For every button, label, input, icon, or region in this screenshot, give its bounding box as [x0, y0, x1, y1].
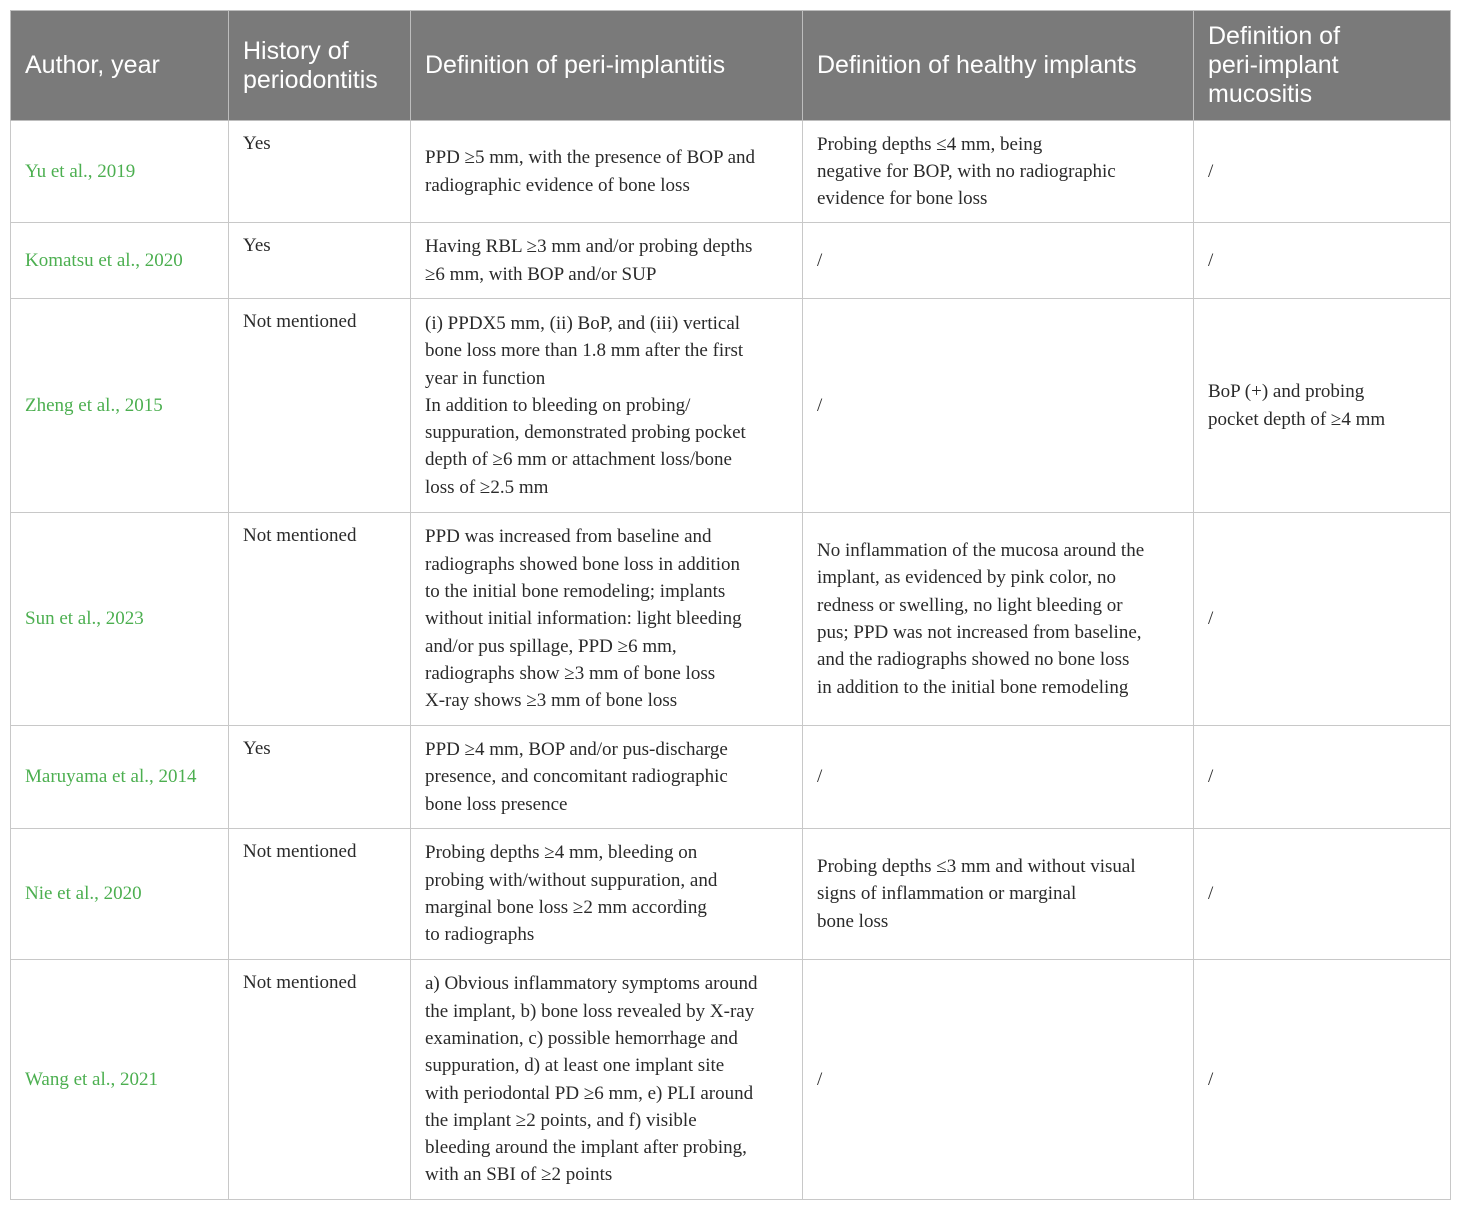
author-year-link[interactable]: Komatsu et al., 2020	[11, 223, 229, 299]
header-history-of-periodontitis	[229, 11, 411, 121]
cell-text-line: probing with/without suppuration, and	[425, 869, 718, 891]
cell-text-line: PPD ≥5 mm, with the presence of BOP and	[425, 147, 756, 169]
healthy-implants-definition-cell	[803, 299, 1194, 513]
cell-text-line: redness or swelling, no light bleeding or	[817, 594, 1123, 616]
cell-text-line: X-ray shows ≥3 mm of bone loss	[425, 690, 678, 712]
header-definition-peri-implantitis	[411, 11, 803, 121]
cell-text-line: depth of ≥6 mm or attachment loss/bone	[425, 449, 732, 471]
cell-text-line: In addition to bleeding on probing/	[425, 394, 691, 416]
table-row	[11, 726, 1451, 829]
cell-text-line: /	[817, 766, 823, 788]
cell-text-line: /	[1208, 249, 1214, 271]
cell-text-line: signs of inflammation or marginal	[817, 883, 1077, 905]
mucositis-definition-cell	[1194, 960, 1451, 1200]
cell-text-line: mucositis	[1208, 80, 1313, 108]
comparison-table	[10, 10, 1451, 1200]
cell-text-line: negative for BOP, with no radiographic	[817, 160, 1116, 182]
cell-text-line: PPD ≥4 mm, BOP and/or pus-discharge	[425, 739, 728, 761]
peri-implantitis-definition-cell	[411, 121, 803, 223]
author-year-link[interactable]: Nie et al., 2020	[11, 829, 229, 960]
history-of-periodontitis-cell: Yes	[229, 726, 411, 829]
cell-text-line: /	[1208, 766, 1214, 788]
cell-text-line: and the radiographs showed no bone loss	[817, 649, 1130, 671]
author-year-link[interactable]: Yu et al., 2019	[11, 121, 229, 223]
cell-text-line: (i) PPDX5 mm, (ii) BoP, and (iii) vertical	[425, 312, 741, 334]
mucositis-definition-cell	[1194, 121, 1451, 223]
healthy-implants-definition-cell	[803, 960, 1194, 1200]
cell-text-line: the implant ≥2 points, and f) visible	[425, 1109, 697, 1131]
cell-text-line: loss of ≥2.5 mm	[425, 476, 549, 498]
history-of-periodontitis-cell: Yes	[229, 121, 411, 223]
cell-text-line: ≥6 mm, with BOP and/or SUP	[425, 263, 657, 285]
cell-text-line: to radiographs	[425, 924, 535, 946]
mucositis-definition-cell	[1194, 223, 1451, 299]
peri-implantitis-definition-cell	[411, 223, 803, 299]
cell-text-line: Probing depths ≥4 mm, bleeding on	[425, 842, 698, 864]
cell-text-line: bone loss	[817, 910, 889, 932]
header-definition-healthy-implants	[803, 11, 1194, 121]
cell-text-line: Author, year	[25, 51, 160, 79]
cell-text-line: radiographic evidence of bone loss	[425, 174, 690, 196]
history-of-periodontitis-cell: Not mentioned	[229, 960, 411, 1200]
cell-text-line: bleeding around the implant after probing,	[425, 1137, 747, 1159]
table-row	[11, 121, 1451, 223]
table-header-row	[11, 11, 1451, 121]
cell-text-line: examination, c) possible hemorrhage and	[425, 1027, 738, 1049]
cell-text-line: Probing depths ≤4 mm, being	[817, 133, 1043, 155]
cell-text-line: with periodontal PD ≥6 mm, e) PLI around	[425, 1082, 754, 1104]
cell-text-line: /	[1208, 883, 1214, 905]
author-year-link[interactable]: Wang et al., 2021	[11, 960, 229, 1200]
table-row	[11, 223, 1451, 299]
author-year-link[interactable]: Zheng et al., 2015	[11, 299, 229, 513]
healthy-implants-definition-cell	[803, 726, 1194, 829]
cell-text-line: peri-implant	[1208, 51, 1339, 79]
cell-text-line: in addition to the initial bone remodeling	[817, 676, 1129, 698]
mucositis-definition-cell	[1194, 513, 1451, 726]
cell-text-line: year in function	[425, 367, 546, 389]
cell-text-line: pus; PPD was not increased from baseline,	[817, 622, 1142, 643]
mucositis-definition-cell	[1194, 829, 1451, 960]
peri-implantitis-definition-cell	[411, 726, 803, 829]
history-of-periodontitis-cell: Not mentioned	[229, 829, 411, 960]
table-row	[11, 829, 1451, 960]
author-year-link[interactable]: Maruyama et al., 2014	[11, 726, 229, 829]
cell-text-line: History of	[243, 36, 349, 65]
cell-text-line: the implant, b) bone loss revealed by X-ray	[425, 1000, 755, 1022]
author-year-link[interactable]: Sun et al., 2023	[11, 513, 229, 726]
table-body	[11, 121, 1451, 1200]
cell-text-line: /	[817, 249, 823, 271]
cell-text-line: /	[1208, 1068, 1214, 1090]
mucositis-definition-cell	[1194, 299, 1451, 513]
cell-text-line: Having RBL ≥3 mm and/or probing depths	[425, 236, 753, 258]
cell-text-line: PPD was increased from baseline and	[425, 526, 712, 548]
cell-text-line: bone loss presence	[425, 793, 568, 815]
cell-text-line: with an SBI of ≥2 points	[425, 1164, 613, 1186]
cell-text-line: Definition of	[1208, 22, 1341, 50]
cell-text-line: implant, as evidenced by pink color, no	[817, 567, 1116, 589]
header-definition-peri-implant-mucositis	[1194, 11, 1451, 121]
healthy-implants-definition-cell	[803, 121, 1194, 223]
peri-implantitis-definition-cell	[411, 960, 803, 1200]
cell-text-line: periodontitis	[243, 65, 378, 94]
history-of-periodontitis-cell: Not mentioned	[229, 513, 411, 726]
peri-implantitis-definition-cell	[411, 513, 803, 726]
cell-text-line: without initial information: light bleeding	[425, 608, 742, 630]
table-row	[11, 299, 1451, 513]
cell-text-line: and/or pus spillage, PPD ≥6 mm,	[425, 635, 677, 657]
cell-text-line: Definition of healthy implants	[817, 51, 1137, 79]
cell-text-line: radiographs show ≥3 mm of bone loss	[425, 662, 716, 684]
cell-text-line: suppuration, demonstrated probing pocket	[425, 422, 746, 444]
cell-text-line: Definition of peri-implantitis	[425, 51, 726, 79]
table-row	[11, 513, 1451, 726]
cell-text-line: Probing depths ≤3 mm and without visual	[817, 856, 1136, 878]
header-author-year	[11, 11, 229, 121]
cell-text-line: /	[1208, 160, 1214, 182]
cell-text-line: presence, and concomitant radiographic	[425, 766, 728, 788]
cell-text-line: a) Obvious inflammatory symptoms around	[425, 973, 758, 995]
cell-text-line: suppuration, d) at least one implant site	[425, 1055, 725, 1077]
healthy-implants-definition-cell	[803, 829, 1194, 960]
healthy-implants-definition-cell	[803, 223, 1194, 299]
cell-text-line: pocket depth of ≥4 mm	[1208, 408, 1386, 430]
cell-text-line: evidence for bone loss	[817, 188, 988, 210]
peri-implantitis-definition-cell	[411, 829, 803, 960]
history-of-periodontitis-cell: Yes	[229, 223, 411, 299]
cell-text-line: /	[1208, 608, 1214, 630]
cell-text-line: No inflammation of the mucosa around the	[817, 540, 1145, 562]
peri-implantitis-definition-cell	[411, 299, 803, 513]
table-row	[11, 960, 1451, 1200]
cell-text-line: /	[817, 1068, 823, 1090]
cell-text-line: bone loss more than 1.8 mm after the first	[425, 340, 744, 362]
mucositis-definition-cell	[1194, 726, 1451, 829]
cell-text-line: BoP (+) and probing	[1208, 381, 1365, 403]
cell-text-line: marginal bone loss ≥2 mm according	[425, 897, 707, 918]
history-of-periodontitis-cell: Not mentioned	[229, 299, 411, 513]
cell-text-line: /	[817, 394, 823, 416]
cell-text-line: radiographs showed bone loss in addition	[425, 553, 741, 575]
healthy-implants-definition-cell	[803, 513, 1194, 726]
cell-text-line: to the initial bone remodeling; implants	[425, 581, 726, 603]
